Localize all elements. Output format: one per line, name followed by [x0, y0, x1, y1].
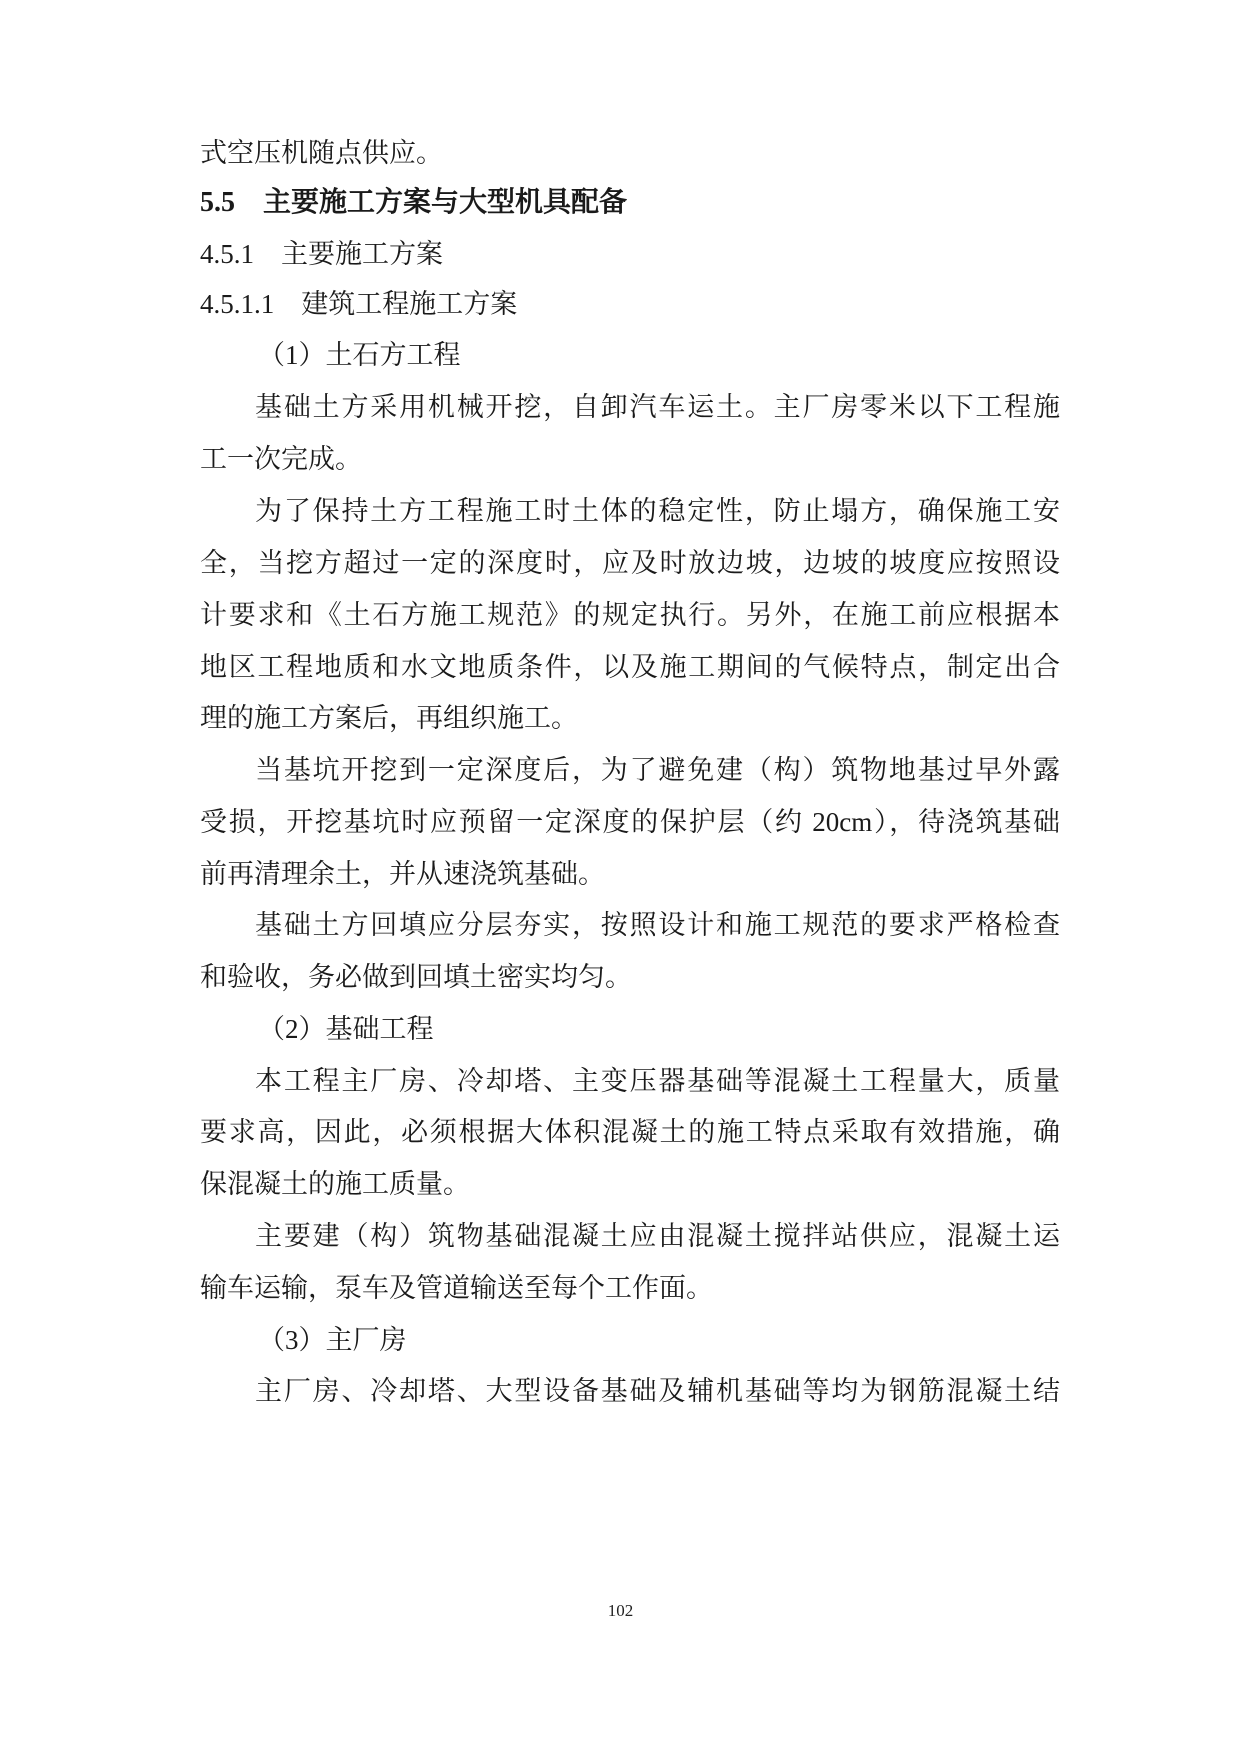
paragraph-line: 本工程主厂房、冷却塔、主变压器基础等混凝土工程量大，质量	[255, 1066, 1060, 1096]
paragraph-line: 主厂房、冷却塔、大型设备基础及辅机基础等均为钢筋混凝土结	[255, 1376, 1060, 1406]
paragraph-line: 计要求和《土石方施工规范》的规定执行。另外，在施工前应根据本	[200, 600, 1060, 630]
paragraph-line: 主要建（构）筑物基础混凝土应由混凝土搅拌站供应，混凝土运	[255, 1221, 1060, 1251]
paragraph-line: 全，当挖方超过一定的深度时，应及时放边坡，边坡的坡度应按照设	[200, 548, 1060, 578]
paragraph-line: 基础土方采用机械开挖，自卸汽车运土。主厂房零米以下工程施	[255, 392, 1060, 422]
subsection-heading-4-5-1-1: 4.5.1.1 建筑工程施工方案	[200, 289, 518, 319]
paragraph-line: 当基坑开挖到一定深度后，为了避免建（构）筑物地基过早外露	[255, 755, 1060, 785]
paragraph-line: 要求高，因此，必须根据大体积混凝土的施工特点采取有效措施，确	[200, 1117, 1060, 1147]
paragraph-line: 前再清理余土，并从速浇筑基础。	[200, 859, 605, 889]
item-heading-2: （2）基础工程	[258, 1014, 434, 1044]
text-line: 式空压机随点供应。	[200, 138, 443, 168]
paragraph-line: 和验收，务必做到回填土密实均匀。	[200, 962, 632, 992]
item-heading-3: （3）主厂房	[258, 1325, 407, 1355]
item-heading-1: （1）土石方工程	[258, 340, 461, 370]
paragraph-line: 工一次完成。	[200, 444, 362, 474]
paragraph-line: 受损，开挖基坑时应预留一定深度的保护层（约 20cm），待浇筑基础	[200, 807, 1060, 837]
section-heading-5-5: 5.5 主要施工方案与大型机具配备	[200, 187, 628, 218]
paragraph-line: 理的施工方案后，再组织施工。	[200, 703, 578, 733]
paragraph-line: 输车运输，泵车及管道输送至每个工作面。	[200, 1273, 713, 1303]
paragraph-line: 保混凝土的施工质量。	[200, 1169, 470, 1199]
paragraph-line: 基础土方回填应分层夯实，按照设计和施工规范的要求严格检查	[255, 910, 1060, 940]
paragraph-line: 地区工程地质和水文地质条件，以及施工期间的气候特点，制定出合	[200, 652, 1060, 682]
page-number: 102	[607, 1601, 634, 1620]
subsection-heading-4-5-1: 4.5.1 主要施工方案	[200, 239, 443, 269]
paragraph-line: 为了保持土方工程施工时土体的稳定性，防止塌方，确保施工安	[255, 496, 1060, 526]
